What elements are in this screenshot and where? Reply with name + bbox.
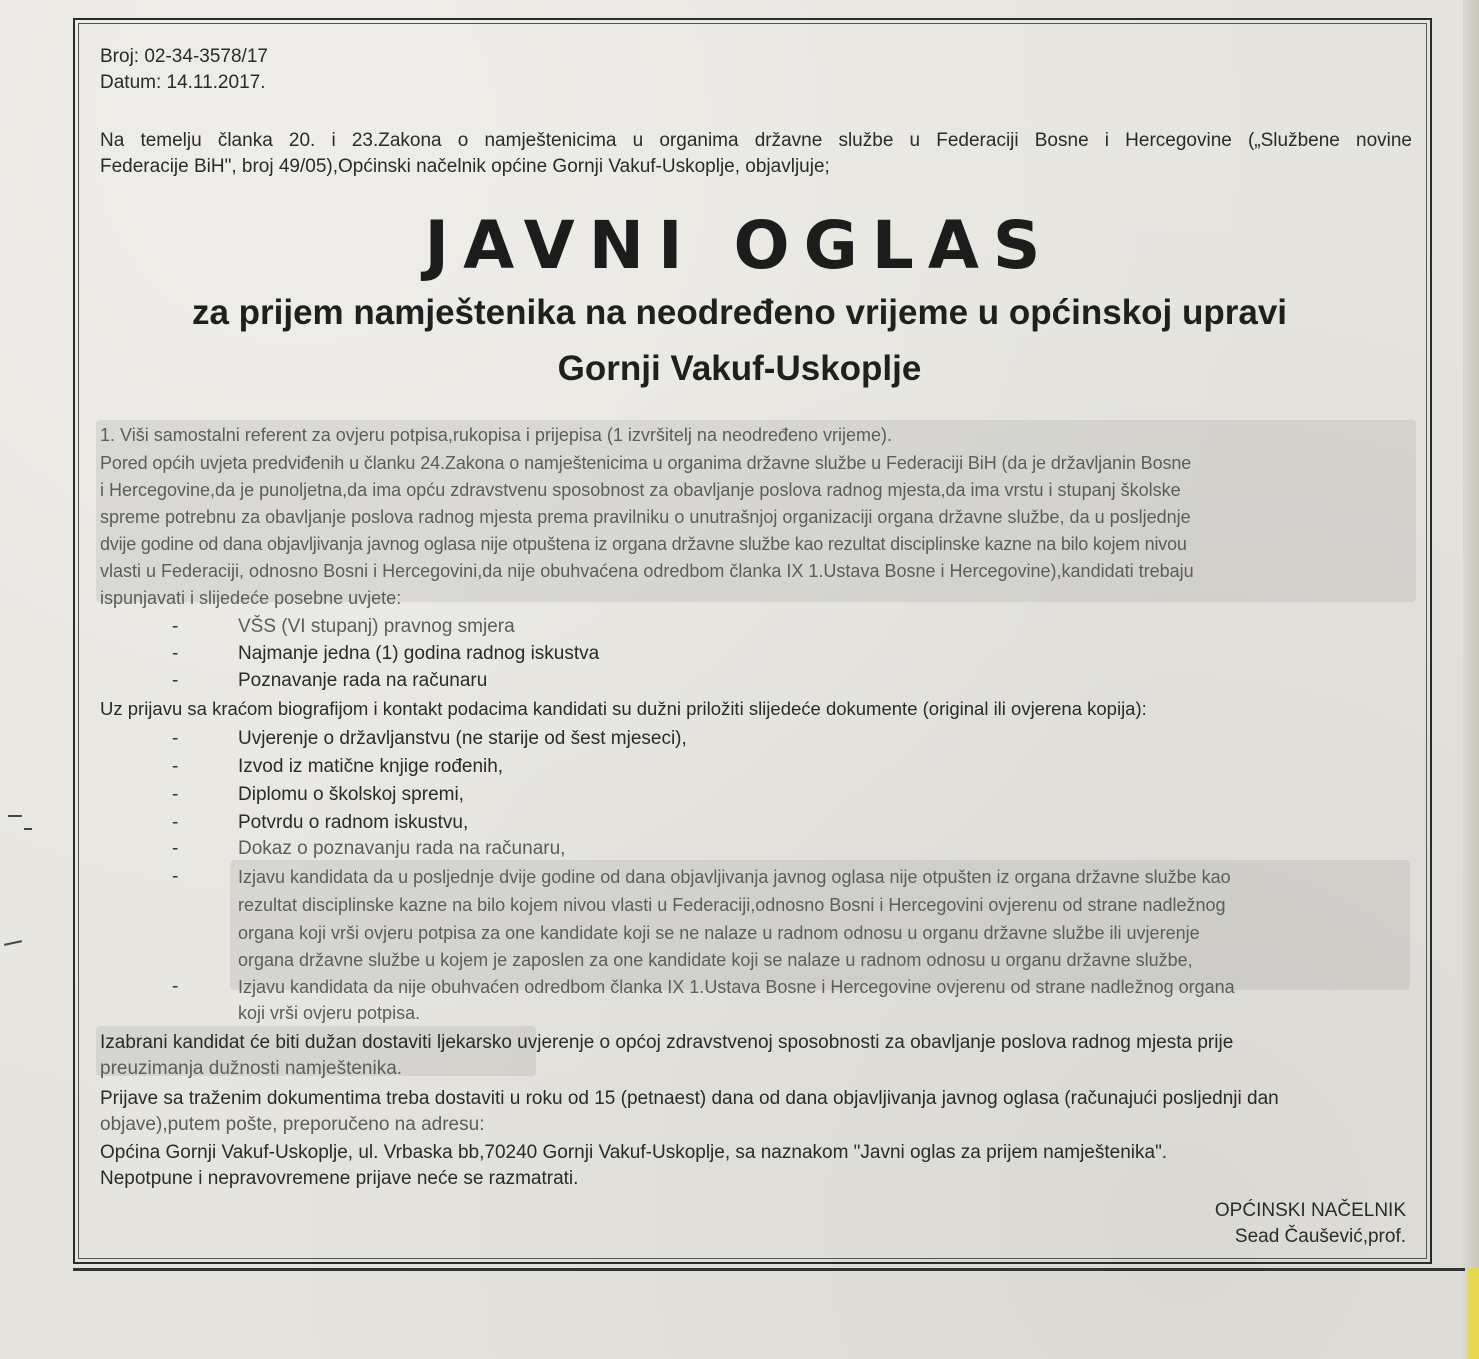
list-marker: - bbox=[172, 756, 179, 777]
statement-line: rezultat disciplinske kazne na bilo kojem nivou vlasti u Federaciji,odnosno Bosni i Hercegovini ovjerenu od strane nadležnog bbox=[238, 895, 1226, 915]
color-strip bbox=[1468, 1268, 1479, 1359]
ad-subtitle-line-2: Gornji Vakuf-Uskoplje bbox=[557, 349, 922, 388]
special-condition-item: VŠS (VI stupanj) pravnog smjera bbox=[238, 616, 515, 637]
conditions-line: vlasti u Federaciji, odnosno Bosni i Hercegovini,da nije obuhvaćena odredbom članka IX 1.Ustava Bosne i Hercegovine),kandidati trebaju bbox=[100, 561, 1194, 581]
ad-subtitle-line-1: za prijem namještenika na neodređeno vrijeme u općinskoj upravi bbox=[191, 293, 1288, 332]
conditions-line: ispunjavati i slijedeće posebne uvjete: bbox=[100, 588, 402, 608]
deadline-line: objave),putem pošte, preporučeno na adresu: bbox=[100, 1114, 485, 1135]
medical-line: preuzimanja dužnosti namještenika. bbox=[100, 1058, 403, 1079]
list-marker: - bbox=[172, 728, 179, 749]
reference-number: Broj: 02-34-3578/17 bbox=[100, 46, 268, 67]
special-condition-item: Najmanje jedna (1) godina radnog iskustva bbox=[238, 643, 600, 664]
special-condition-item: Poznavanje rada na računaru bbox=[238, 670, 488, 691]
margin-mark bbox=[24, 828, 32, 830]
list-marker: - bbox=[172, 866, 179, 887]
document-item: Diplomu o školskoj spremi, bbox=[238, 784, 464, 805]
conditions-line: dvije godine od dana objavljivanja javnog oglasa nije otpuštena iz organa državne službe kao rezultat disciplinske kazne na bilo kojem nivou bbox=[100, 534, 1187, 554]
ad-title: JAVNI OGLAS bbox=[424, 207, 1055, 284]
bottom-rule bbox=[73, 1268, 1465, 1271]
document-item: Izvod iz matične knjige rođenih, bbox=[238, 756, 504, 777]
list-marker: - bbox=[172, 838, 179, 859]
conditions-line: spreme potrebnu za obavljanje poslova radnog mjesta prema pravilniku o unutrašnjoj organizaciji organa državne službe, da u posljednje bbox=[100, 507, 1191, 527]
list-marker: - bbox=[172, 670, 179, 691]
signature-name: Sead Čaušević,prof. bbox=[1234, 1226, 1406, 1247]
statement-line: koji vrši ovjeru potpisa. bbox=[238, 1003, 421, 1023]
signature-role: OPĆINSKI NAČELNIK bbox=[1214, 1200, 1406, 1221]
documents-intro: Uz prijavu sa kraćom biografijom i kontakt podacima kandidati su dužni priložiti slijedeće dokumente (original ili ovjerena kopija): bbox=[100, 698, 1147, 719]
deadline-line: Prijave sa traženim dokumentima treba dostaviti u roku od 15 (petnaest) dana od dana objavljivanja javnog oglasa (računajući posljednji dan bbox=[100, 1088, 1279, 1109]
incomplete-applications-note: Nepotpune i nepravovremene prijave neće se razmatrati. bbox=[100, 1168, 579, 1189]
list-marker: - bbox=[172, 616, 179, 637]
statement-line: Izjavu kandidata da u posljednje dvije godine od dana objavljivanja javnog oglasa nije otpušten iz organa državne službe kao bbox=[238, 867, 1231, 887]
list-marker: - bbox=[172, 784, 179, 805]
intro-line-1: Na temelju članka 20. i 23.Zakona o namještenicima u organima državne službe u Federaciji Bosne i Hercegovine („Službene novine bbox=[100, 130, 1412, 151]
position-heading: 1. Viši samostalni referent za ovjeru potpisa,rukopisa i prijepisa (1 izvršitelj na neodređeno vrijeme). bbox=[100, 425, 893, 445]
document-item: Dokaz o poznavanju rada na računaru, bbox=[238, 838, 566, 859]
statement-line: organa koji vrši ovjeru potpisa za one kandidate koji se ne nalaze u radnom odnosu u organu državne službe ili uvjerenje bbox=[238, 923, 1200, 943]
page-edge bbox=[1463, 0, 1479, 1359]
list-marker: - bbox=[172, 812, 179, 833]
document-date: Datum: 14.11.2017. bbox=[100, 72, 266, 93]
margin-mark bbox=[8, 815, 22, 817]
intro-line-2: Federacije BiH", broj 49/05),Općinski načelnik općine Gornji Vakuf-Uskoplje, objavljuje; bbox=[100, 156, 830, 177]
medical-line: Izabrani kandidat će biti dužan dostaviti ljekarsko uvjerenje o općoj zdravstvenoj sposobnosti za obavljanje poslova radnog mjesta prije bbox=[100, 1032, 1234, 1053]
statement-line: Izjavu kandidata da nije obuhvaćen odredbom članka IX 1.Ustava Bosne i Hercegovine ovjerenu od strane nadležnog organa bbox=[238, 977, 1235, 997]
list-marker: - bbox=[172, 643, 179, 664]
document-item: Potvrdu o radnom iskustvu, bbox=[238, 812, 469, 833]
conditions-line: Pored općih uvjeta predviđenih u članku 24.Zakona o namještenicima u organima državne službe u Federaciji BiH (da je državljanin Bosne bbox=[100, 453, 1192, 473]
list-marker: - bbox=[172, 976, 179, 997]
document-item: Uvjerenje o državljanstvu (ne starije od šest mjeseci), bbox=[238, 728, 687, 749]
address-line: Općina Gornji Vakuf-Uskoplje, ul. Vrbaska bb,70240 Gornji Vakuf-Uskoplje, sa naznakom "Javni oglas za prijem namještenika". bbox=[100, 1142, 1168, 1163]
conditions-line: i Hercegovine,da je punoljetna,da ima opću zdravstvenu sposobnost za obavljanje poslova radnog mjesta,da ima vrstu i stupanj školske bbox=[100, 480, 1181, 500]
statement-line: organa državne službe u kojem je zaposlen za one kandidate koji se nalaze u radnom odnosu u organu državne službe, bbox=[238, 950, 1193, 970]
